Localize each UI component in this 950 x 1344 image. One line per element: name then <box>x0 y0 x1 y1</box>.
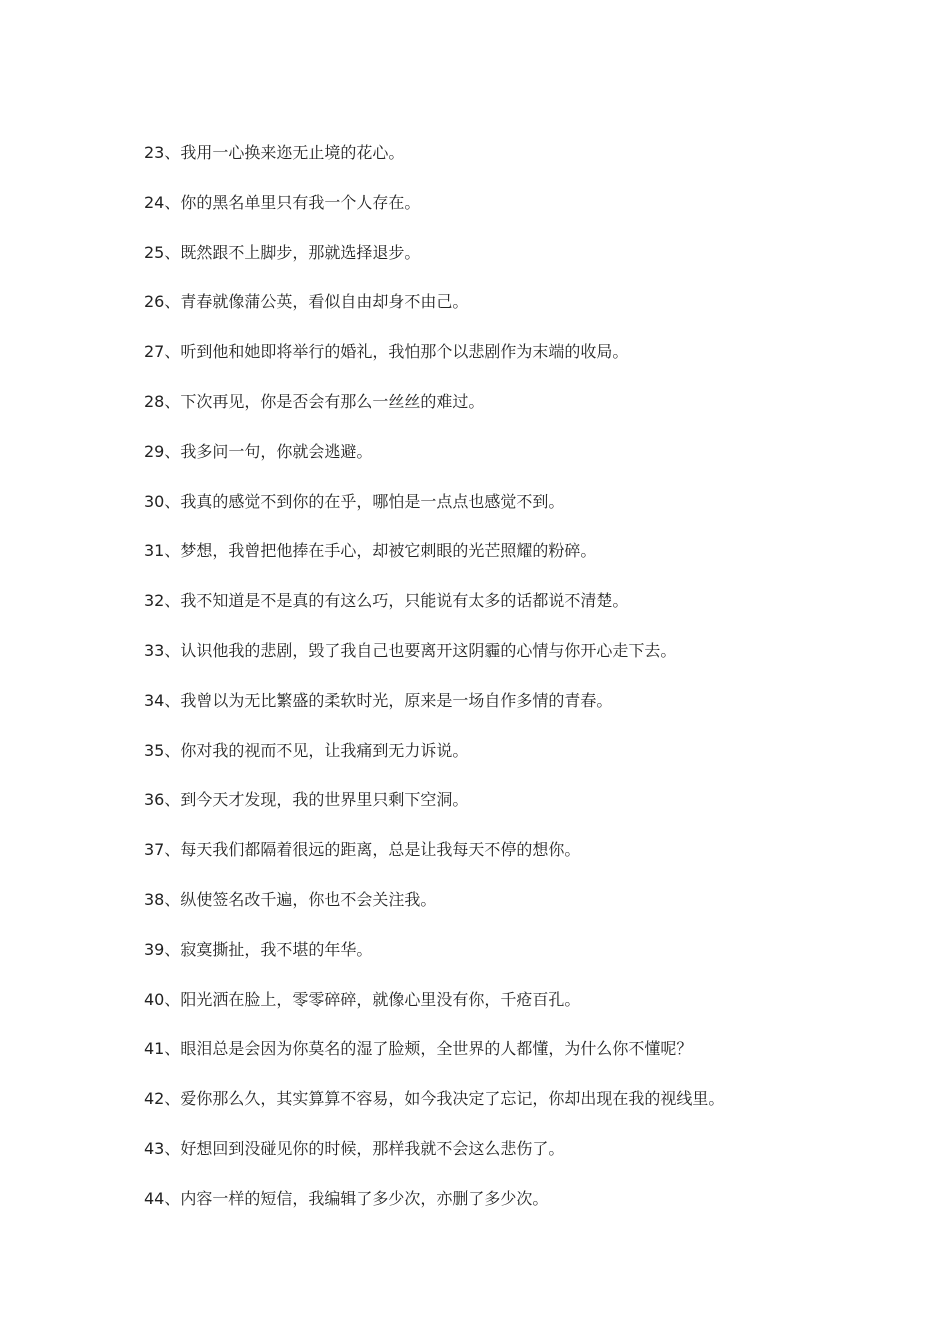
quote-line: 38、纵使签名改千遍，你也不会关注我。 <box>144 889 437 909</box>
quote-line: 35、你对我的视而不见，让我痛到无力诉说。 <box>144 740 469 760</box>
quote-line: 34、我曾以为无比繁盛的柔软时光，原来是一场自作多情的青春。 <box>144 690 613 710</box>
quote-line: 43、好想回到没碰见你的时候，那样我就不会这么悲伤了。 <box>144 1138 565 1158</box>
quote-line: 39、寂寞撕扯，我不堪的年华。 <box>144 939 373 959</box>
quote-line: 44、内容一样的短信，我编辑了多少次，亦删了多少次。 <box>144 1188 549 1208</box>
quote-line: 27、听到他和她即将举行的婚礼，我怕那个以悲剧作为末端的收局。 <box>144 342 629 362</box>
quote-line: 32、我不知道是不是真的有这么巧，只能说有太多的话都说不清楚。 <box>144 591 629 611</box>
quote-line: 29、我多问一句，你就会逃避。 <box>144 441 373 461</box>
quote-line: 36、到今天才发现，我的世界里只剩下空洞。 <box>144 790 469 810</box>
quote-line: 26、青春就像蒲公英，看似自由却身不由己。 <box>144 292 469 312</box>
quote-line: 41、眼泪总是会因为你莫名的湿了脸颊，全世界的人都懂，为什么你不懂呢？ <box>144 1039 693 1059</box>
quote-line: 30、我真的感觉不到你的在乎，哪怕是一点点也感觉不到。 <box>144 491 565 511</box>
quote-line: 37、每天我们都隔着很远的距离，总是让我每天不停的想你。 <box>144 840 581 860</box>
quote-line: 23、我用一心换来迩无止境的花心。 <box>144 143 405 162</box>
quote-line: 24、你的黑名单里只有我一个人存在。 <box>144 192 421 212</box>
quote-line: 28、下次再见，你是否会有那么一丝丝的难过。 <box>144 391 485 411</box>
quote-list <box>144 138 924 1234</box>
quote-line: 42、爱你那么久，其实算算不容易，如今我决定了忘记，你却出现在我的视线里。 <box>144 1089 725 1109</box>
quote-line: 40、阳光洒在脸上，零零碎碎，就像心里没有你，千疮百孔。 <box>144 989 581 1009</box>
quote-line: 25、既然跟不上脚步，那就选择退步。 <box>144 242 421 262</box>
quote-line: 31、梦想，我曾把他捧在手心，却被它刺眼的光芒照耀的粉碎。 <box>144 541 597 561</box>
quote-line: 33、认识他我的悲剧，毁了我自己也要离开这阴霾的心情与你开心走下去。 <box>144 640 677 660</box>
